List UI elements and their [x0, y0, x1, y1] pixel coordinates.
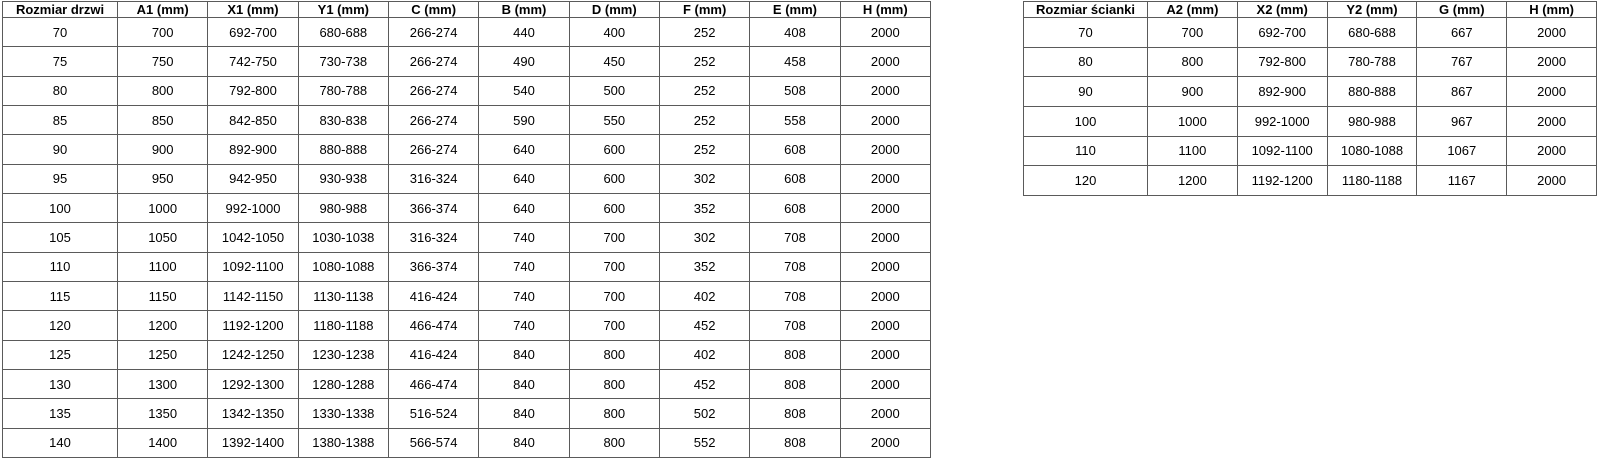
- table-cell: 75: [3, 47, 118, 76]
- table-row: [1024, 166, 1597, 196]
- table-cell: 780-788: [1327, 47, 1417, 77]
- table-row: [1024, 106, 1597, 136]
- table-cell: 1092-1100: [208, 252, 298, 281]
- table-cell: 1342-1350: [208, 399, 298, 428]
- table-cell: 608: [750, 193, 840, 222]
- table-cell: 302: [659, 223, 749, 252]
- table-cell: 416-424: [388, 281, 478, 310]
- door-table-header-row: [3, 2, 931, 18]
- table-cell: 640: [479, 193, 569, 222]
- table-cell: 502: [659, 399, 749, 428]
- table-cell: 590: [479, 105, 569, 134]
- table-cell: 700: [1148, 18, 1238, 48]
- table-cell: 600: [569, 193, 659, 222]
- table-row: [3, 105, 931, 134]
- table-cell: 80: [1024, 47, 1148, 77]
- table-cell: 1292-1300: [208, 369, 298, 398]
- table-cell: 95: [3, 164, 118, 193]
- table-cell: 800: [569, 399, 659, 428]
- table-cell: 992-1000: [208, 193, 298, 222]
- table-cell: 792-800: [1237, 47, 1327, 77]
- table-cell: 767: [1417, 47, 1507, 77]
- table-cell: 1150: [118, 281, 208, 310]
- table-cell: 100: [3, 193, 118, 222]
- table-row: [3, 369, 931, 398]
- column-header: B (mm): [479, 2, 569, 18]
- table-cell: 740: [479, 252, 569, 281]
- table-cell: 2000: [840, 164, 930, 193]
- table-cell: 708: [750, 252, 840, 281]
- table-cell: 950: [118, 164, 208, 193]
- table-cell: 800: [569, 428, 659, 457]
- column-header: H (mm): [1507, 2, 1597, 18]
- table-cell: 840: [479, 399, 569, 428]
- table-cell: 742-750: [208, 47, 298, 76]
- table-cell: 1392-1400: [208, 428, 298, 457]
- table-cell: 900: [1148, 77, 1238, 107]
- table-row: [1024, 47, 1597, 77]
- table-cell: 692-700: [1237, 18, 1327, 48]
- door-dimensions-table: [2, 1, 931, 458]
- table-cell: 1142-1150: [208, 281, 298, 310]
- table-cell: 566-574: [388, 428, 478, 457]
- table-cell: 1330-1338: [298, 399, 388, 428]
- table-cell: 1000: [118, 193, 208, 222]
- column-header: F (mm): [659, 2, 749, 18]
- table-cell: 880-888: [298, 135, 388, 164]
- table-cell: 252: [659, 76, 749, 105]
- wall-table-body: [1024, 18, 1597, 196]
- table-cell: 1180-1188: [1327, 166, 1417, 196]
- table-cell: 800: [569, 340, 659, 369]
- table-cell: 366-374: [388, 252, 478, 281]
- table-cell: 452: [659, 311, 749, 340]
- table-row: [3, 18, 931, 47]
- table-cell: 1100: [118, 252, 208, 281]
- table-cell: 680-688: [298, 18, 388, 47]
- table-cell: 800: [1148, 47, 1238, 77]
- table-cell: 352: [659, 252, 749, 281]
- column-header: Y1 (mm): [298, 2, 388, 18]
- table-cell: 1100: [1148, 136, 1238, 166]
- table-cell: 840: [479, 340, 569, 369]
- table-cell: 540: [479, 76, 569, 105]
- table-cell: 452: [659, 369, 749, 398]
- table-cell: 808: [750, 369, 840, 398]
- table-cell: 967: [1417, 106, 1507, 136]
- table-cell: 992-1000: [1237, 106, 1327, 136]
- table-cell: 1300: [118, 369, 208, 398]
- table-cell: 100: [1024, 106, 1148, 136]
- table-cell: 2000: [840, 105, 930, 134]
- table-cell: 416-424: [388, 340, 478, 369]
- column-header: A1 (mm): [118, 2, 208, 18]
- table-cell: 980-988: [1327, 106, 1417, 136]
- table-cell: 1030-1038: [298, 223, 388, 252]
- column-header: A2 (mm): [1148, 2, 1238, 18]
- table-cell: 2000: [1507, 136, 1597, 166]
- table-cell: 516-524: [388, 399, 478, 428]
- table-cell: 2000: [840, 252, 930, 281]
- table-cell: 400: [569, 18, 659, 47]
- table-cell: 2000: [840, 340, 930, 369]
- table-cell: 2000: [1507, 77, 1597, 107]
- table-cell: 2000: [840, 399, 930, 428]
- table-cell: 490: [479, 47, 569, 76]
- table-cell: 402: [659, 281, 749, 310]
- table-cell: 252: [659, 18, 749, 47]
- table-cell: 730-738: [298, 47, 388, 76]
- table-cell: 90: [1024, 77, 1148, 107]
- table-cell: 2000: [1507, 166, 1597, 196]
- table-cell: 135: [3, 399, 118, 428]
- table-cell: 700: [569, 311, 659, 340]
- table-cell: 808: [750, 428, 840, 457]
- table-cell: 552: [659, 428, 749, 457]
- table-cell: 700: [118, 18, 208, 47]
- column-header: Y2 (mm): [1327, 2, 1417, 18]
- table-cell: 840: [479, 428, 569, 457]
- table-cell: 266-274: [388, 105, 478, 134]
- table-cell: 867: [1417, 77, 1507, 107]
- column-header: X1 (mm): [208, 2, 298, 18]
- table-row: [3, 47, 931, 76]
- table-cell: 85: [3, 105, 118, 134]
- table-cell: 500: [569, 76, 659, 105]
- table-cell: 1067: [1417, 136, 1507, 166]
- table-cell: 266-274: [388, 76, 478, 105]
- table-cell: 2000: [840, 223, 930, 252]
- table-cell: 708: [750, 223, 840, 252]
- table-cell: 808: [750, 399, 840, 428]
- table-row: [3, 223, 931, 252]
- table-cell: 1042-1050: [208, 223, 298, 252]
- table-cell: 800: [569, 369, 659, 398]
- table-cell: 1192-1200: [208, 311, 298, 340]
- column-header: Rozmiar ścianki: [1024, 2, 1148, 18]
- table-cell: 70: [3, 18, 118, 47]
- table-row: [1024, 18, 1597, 48]
- table-cell: 842-850: [208, 105, 298, 134]
- table-cell: 1080-1088: [1327, 136, 1417, 166]
- table-cell: 700: [569, 223, 659, 252]
- table-cell: 2000: [840, 311, 930, 340]
- table-cell: 740: [479, 223, 569, 252]
- table-cell: 1080-1088: [298, 252, 388, 281]
- column-header: H (mm): [840, 2, 930, 18]
- table-cell: 1000: [1148, 106, 1238, 136]
- table-cell: 700: [569, 252, 659, 281]
- column-header: E (mm): [750, 2, 840, 18]
- table-row: [3, 252, 931, 281]
- table-cell: 352: [659, 193, 749, 222]
- table-row: [1024, 77, 1597, 107]
- table-cell: 1092-1100: [1237, 136, 1327, 166]
- table-cell: 558: [750, 105, 840, 134]
- table-cell: 1400: [118, 428, 208, 457]
- table-cell: 105: [3, 223, 118, 252]
- table-cell: 2000: [1507, 106, 1597, 136]
- table-cell: 2000: [840, 193, 930, 222]
- table-cell: 708: [750, 281, 840, 310]
- table-cell: 90: [3, 135, 118, 164]
- table-row: [3, 428, 931, 457]
- column-header: D (mm): [569, 2, 659, 18]
- table-cell: 458: [750, 47, 840, 76]
- table-cell: 980-988: [298, 193, 388, 222]
- table-cell: 892-900: [1237, 77, 1327, 107]
- table-cell: 680-688: [1327, 18, 1417, 48]
- table-cell: 900: [118, 135, 208, 164]
- table-cell: 2000: [840, 18, 930, 47]
- table-cell: 366-374: [388, 193, 478, 222]
- table-cell: 80: [3, 76, 118, 105]
- table-cell: 70: [1024, 18, 1148, 48]
- table-cell: 808: [750, 340, 840, 369]
- column-header: Rozmiar drzwi: [3, 2, 118, 18]
- table-cell: 110: [3, 252, 118, 281]
- table-row: [3, 135, 931, 164]
- table-cell: 1230-1238: [298, 340, 388, 369]
- table-cell: 120: [1024, 166, 1148, 196]
- table-cell: 942-950: [208, 164, 298, 193]
- table-row: [1024, 136, 1597, 166]
- table-cell: 125: [3, 340, 118, 369]
- table-row: [3, 193, 931, 222]
- table-cell: 266-274: [388, 47, 478, 76]
- table-row: [3, 164, 931, 193]
- table-cell: 1250: [118, 340, 208, 369]
- table-cell: 2000: [840, 76, 930, 105]
- table-cell: 316-324: [388, 164, 478, 193]
- table-cell: 667: [1417, 18, 1507, 48]
- table-cell: 640: [479, 135, 569, 164]
- table-row: [3, 76, 931, 105]
- table-cell: 892-900: [208, 135, 298, 164]
- table-cell: 266-274: [388, 18, 478, 47]
- table-cell: 450: [569, 47, 659, 76]
- table-cell: 550: [569, 105, 659, 134]
- table-cell: 2000: [840, 369, 930, 398]
- table-cell: 2000: [840, 281, 930, 310]
- table-cell: 252: [659, 47, 749, 76]
- table-cell: 252: [659, 135, 749, 164]
- table-cell: 266-274: [388, 135, 478, 164]
- table-cell: 302: [659, 164, 749, 193]
- table-cell: 1380-1388: [298, 428, 388, 457]
- table-cell: 800: [118, 76, 208, 105]
- table-cell: 1050: [118, 223, 208, 252]
- table-cell: 1200: [1148, 166, 1238, 196]
- table-cell: 930-938: [298, 164, 388, 193]
- table-cell: 640: [479, 164, 569, 193]
- table-cell: 700: [569, 281, 659, 310]
- table-cell: 130: [3, 369, 118, 398]
- table-cell: 608: [750, 164, 840, 193]
- table-cell: 252: [659, 105, 749, 134]
- table-cell: 1280-1288: [298, 369, 388, 398]
- table-row: [3, 311, 931, 340]
- table-cell: 792-800: [208, 76, 298, 105]
- table-cell: 608: [750, 135, 840, 164]
- table-cell: 466-474: [388, 369, 478, 398]
- table-cell: 750: [118, 47, 208, 76]
- table-cell: 1167: [1417, 166, 1507, 196]
- table-cell: 850: [118, 105, 208, 134]
- table-cell: 880-888: [1327, 77, 1417, 107]
- wall-table-header-row: [1024, 2, 1597, 18]
- table-cell: 2000: [1507, 18, 1597, 48]
- column-header: C (mm): [388, 2, 478, 18]
- table-cell: 140: [3, 428, 118, 457]
- table-cell: 120: [3, 311, 118, 340]
- table-cell: 740: [479, 311, 569, 340]
- table-cell: 692-700: [208, 18, 298, 47]
- table-cell: 466-474: [388, 311, 478, 340]
- table-cell: 780-788: [298, 76, 388, 105]
- table-cell: 708: [750, 311, 840, 340]
- table-cell: 1180-1188: [298, 311, 388, 340]
- table-cell: 1200: [118, 311, 208, 340]
- table-cell: 1192-1200: [1237, 166, 1327, 196]
- table-cell: 1242-1250: [208, 340, 298, 369]
- table-cell: 1130-1138: [298, 281, 388, 310]
- door-table-body: [3, 18, 931, 458]
- table-row: [3, 340, 931, 369]
- column-header: G (mm): [1417, 2, 1507, 18]
- table-cell: 600: [569, 164, 659, 193]
- table-cell: 2000: [840, 47, 930, 76]
- table-row: [3, 399, 931, 428]
- table-cell: 2000: [840, 135, 930, 164]
- table-cell: 2000: [1507, 47, 1597, 77]
- table-cell: 740: [479, 281, 569, 310]
- table-cell: 440: [479, 18, 569, 47]
- column-header: X2 (mm): [1237, 2, 1327, 18]
- table-cell: 110: [1024, 136, 1148, 166]
- wall-dimensions-table: [1023, 1, 1597, 196]
- table-cell: 1350: [118, 399, 208, 428]
- table-row: [3, 281, 931, 310]
- table-cell: 830-838: [298, 105, 388, 134]
- table-cell: 600: [569, 135, 659, 164]
- table-cell: 2000: [840, 428, 930, 457]
- table-cell: 115: [3, 281, 118, 310]
- table-cell: 508: [750, 76, 840, 105]
- table-cell: 840: [479, 369, 569, 398]
- table-cell: 408: [750, 18, 840, 47]
- table-cell: 402: [659, 340, 749, 369]
- table-cell: 316-324: [388, 223, 478, 252]
